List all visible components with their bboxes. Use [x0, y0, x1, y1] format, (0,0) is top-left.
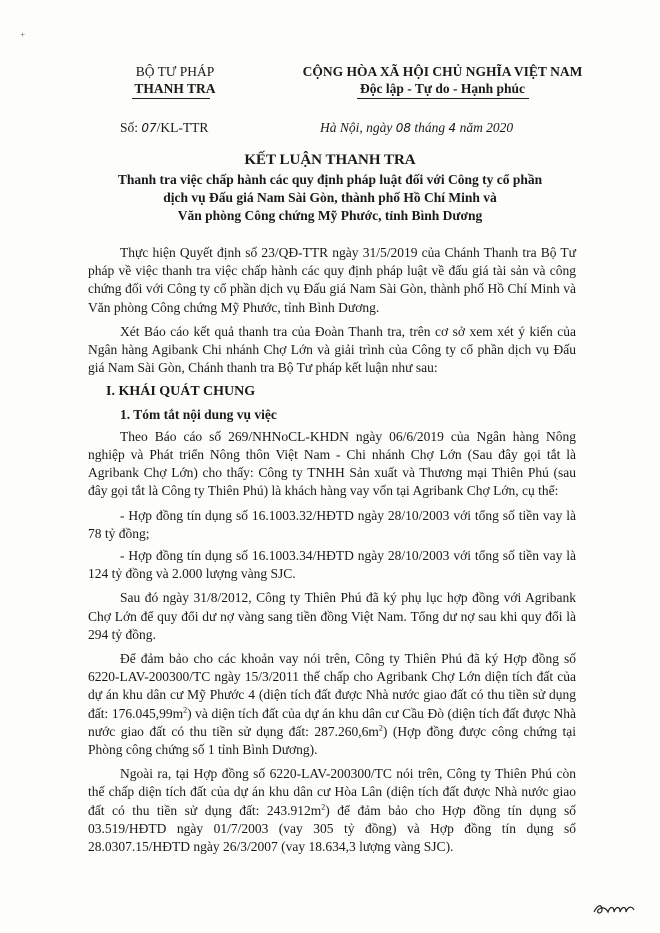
subtitle-line-3: Văn phòng Công chứng Mỹ Phước, tỉnh Bình Dương	[177, 208, 483, 223]
docno-suffix: /KL-TTR	[156, 120, 209, 135]
list-item: - Hợp đồng tín dụng số 16.1003.32/HĐTD ngày 28/10/2003 với tổng số tiền vay là 78 tỷ đồng;	[88, 507, 576, 541]
signature-initials	[592, 898, 640, 918]
superscript: 2	[183, 705, 188, 715]
list-item: - Hợp đồng tín dụng số 16.1003.34/HĐTD ngày 28/10/2003 với tổng số tiền vay là 124 tỷ đồng và 2.000 lượng vàng SJC.	[88, 548, 576, 582]
section-heading: I. KHÁI QUÁT CHUNG	[106, 384, 256, 400]
superscript: 2	[321, 802, 326, 812]
document-subtitle	[80, 171, 580, 225]
text-run: Ngoài ra, tại Hợp đồng số 6220-LAV-200300/TC nói trên, Công ty Thiên Phú còn thế chấp diện tích đất của dự án khu dân cư Hòa Lân (diện tích đất được Nhà nước giao đất có thu tiền sử dụng đất: 243.912m	[88, 766, 576, 818]
text-run: Để đảm bảo cho các khoản vay nói trên, Công ty Thiên Phú đã ký Hợp đồng số 6220-LAV-200300/TC ngày 15/3/2011 thế chấp cho Agribank Chợ Lớn diện tích đất của dự án khu dân cư Mỹ Phước 4 (diện tích đất được Nhà nước giao đất có thu tiền sử dụng đất: 176.045,99m	[88, 651, 576, 721]
paragraph: Sau đó ngày 31/8/2012, Công ty Thiên Phú đã ký phụ lục hợp đồng với Agribank Chợ Lớn để quy đổi dư nợ vàng sang tiền đồng Việt Nam. Tổng dư nợ sau khi quy đổi là 294 tỷ đồng.	[88, 590, 576, 642]
motto-underline	[357, 98, 529, 99]
text-run: ) và diện tích đất của dự án khu dân cư Cầu Đò (diện tích đất được Nhà nước giao đất có thu tiền sử dụng đất: 287.260,6m	[88, 705, 577, 739]
superscript: 2	[378, 723, 383, 733]
paragraph: Theo Báo cáo số 269/NHNoCL-KHDN ngày 06/6/2019 của Ngân hàng Nông nghiệp và Phát triển Nông thôn Việt Nam - Chi nhánh Chợ Lớn (Sau đây gọi tắt là Agribank Chợ Lớn) cho thấy: Công ty TNHH Sản xuất và Thương mại Thiên Phú (sau đây gọi tắt là Công ty Thiên Phú) là khách hàng vay vốn tại Agribank Chợ Lớn, cụ thể:	[88, 428, 576, 499]
subtitle-line-1: Thanh tra việc chấp hành các quy định pháp luật đối với Công ty cổ phần	[117, 172, 543, 187]
paragraph: Thực hiện Quyết định số 23/QĐ-TTR ngày 31/5/2019 của Chánh Thanh tra Bộ Tư pháp về việc thanh tra việc chấp hành các quy định pháp luật về đấu giá tài sản và công chứng đối với Công ty cổ phần dịch vụ Đấu giá Nam Sài Gòn, thành phố Hồ Chí Minh và Văn phòng Công chứng Mỹ Phước, tỉnh Bình Dương.	[88, 245, 576, 315]
org-underline	[132, 98, 210, 99]
subtitle-line-2: dịch vụ Đấu giá Nam Sài Gòn, thành phố Hồ Chí Minh và	[163, 190, 497, 205]
paragraph	[88, 765, 576, 856]
document-body	[88, 244, 576, 862]
document-number	[120, 120, 208, 136]
issuing-organization	[95, 63, 255, 97]
date-day: 08	[395, 121, 412, 135]
document-title: KẾT LUẬN THANH TRA	[244, 152, 416, 168]
date-year: năm 2020	[459, 120, 514, 135]
issue-date	[320, 120, 600, 136]
org-inspectorate: THANH TRA	[134, 81, 216, 96]
text-run: ) để đảm bảo cho Hợp đồng tín dụng số 03.519/HĐTD ngày 01/7/2003 (vay 305 tỷ đồng) và Hợp đồng tín dụng số 28.0307.15/HĐTD ngày 26/3/2007 (vay 18.634,3 lượng vàng SJC).	[88, 802, 576, 855]
subsection-heading: 1. Tóm tắt nội dung vụ việc	[120, 406, 277, 422]
date-month: 4	[448, 121, 457, 135]
paragraph	[88, 650, 576, 759]
paragraph: Xét Báo cáo kết quả thanh tra của Đoàn Thanh tra, trên cơ sở xem xét ý kiến của Ngân hàng Agibank Chi nhánh Chợ Lớn và giải trình của Công ty cổ phần dịch vụ Đấu giá Nam Sài Gòn, Chánh thanh tra Bộ Tư pháp kết luận như sau:	[88, 323, 576, 376]
docno-prefix: Số:	[120, 120, 139, 135]
date-prefix: Hà Nội, ngày	[320, 120, 393, 135]
date-month-label: tháng	[414, 120, 446, 135]
national-heading	[270, 63, 615, 97]
motto: Độc lập - Tự do - Hạnh phúc	[359, 81, 526, 96]
corner-mark: ⁺	[20, 32, 26, 43]
org-ministry: BỘ TƯ PHÁP	[135, 64, 215, 79]
docno-handwritten: 07	[141, 121, 157, 135]
text-run: ) (Hợp đồng được công chứng tại Phòng công chứng số 1 tỉnh Bình Dương).	[88, 723, 576, 758]
country-name: CỘNG HÒA XÃ HỘI CHỦ NGHĨA VIỆT NAM	[302, 64, 583, 79]
